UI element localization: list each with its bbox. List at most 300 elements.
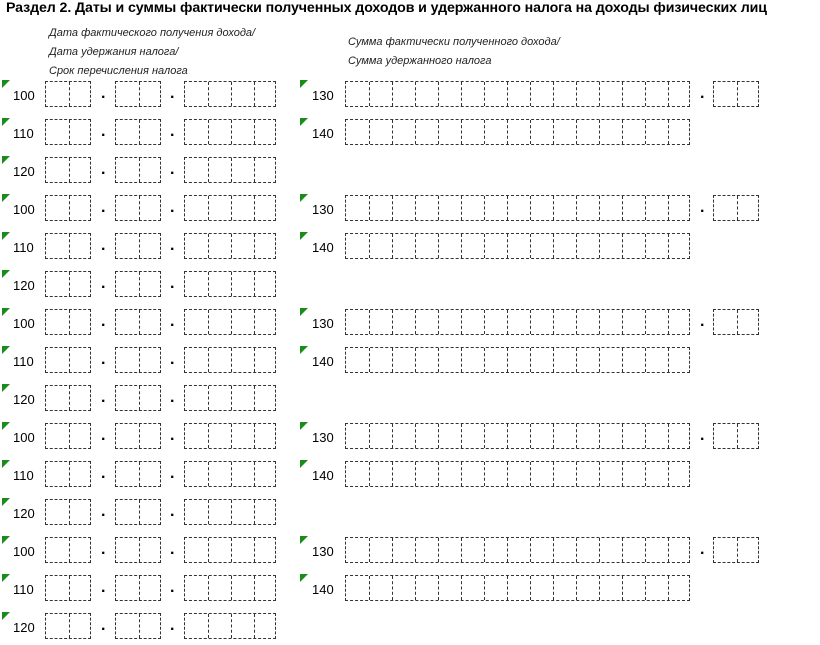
input-cell[interactable] xyxy=(369,538,392,562)
input-cell[interactable] xyxy=(599,538,622,562)
input-cell[interactable] xyxy=(599,82,622,106)
input-cell[interactable] xyxy=(438,576,461,600)
field-marker-icon xyxy=(2,118,10,126)
input-cell[interactable] xyxy=(599,310,622,334)
input-cell[interactable] xyxy=(254,576,277,600)
input-cell[interactable] xyxy=(346,82,369,106)
input-cell[interactable] xyxy=(576,538,599,562)
input-cell[interactable] xyxy=(668,82,691,106)
input-cell[interactable] xyxy=(231,614,254,638)
input-cell[interactable] xyxy=(185,462,208,486)
input-cell[interactable] xyxy=(438,196,461,220)
input-cell[interactable] xyxy=(46,158,69,182)
input-cell[interactable] xyxy=(645,424,668,448)
input-cell[interactable] xyxy=(185,500,208,524)
input-cell[interactable] xyxy=(208,386,231,410)
input-cell[interactable] xyxy=(622,348,645,372)
input-cell[interactable] xyxy=(553,196,576,220)
input-cell[interactable] xyxy=(208,234,231,258)
input-cell[interactable] xyxy=(599,424,622,448)
field-code: 140 xyxy=(312,240,334,255)
input-cell[interactable] xyxy=(69,310,92,334)
input-cell[interactable] xyxy=(46,462,69,486)
input-cell[interactable] xyxy=(461,196,484,220)
input-cell[interactable] xyxy=(530,538,553,562)
income_amount-input xyxy=(345,309,690,335)
input-cell[interactable] xyxy=(46,196,69,220)
input-cell[interactable] xyxy=(46,120,69,144)
input-cell[interactable] xyxy=(69,538,92,562)
field-row-110 xyxy=(0,346,820,376)
input-cell[interactable] xyxy=(208,462,231,486)
year-input xyxy=(184,347,276,373)
input-cell[interactable] xyxy=(346,348,369,372)
input-cell[interactable] xyxy=(530,82,553,106)
input-cell[interactable] xyxy=(139,120,162,144)
input-cell[interactable] xyxy=(231,82,254,106)
input-cell[interactable] xyxy=(231,272,254,296)
input-cell[interactable] xyxy=(254,386,277,410)
input-cell[interactable] xyxy=(208,614,231,638)
input-cell[interactable] xyxy=(530,120,553,144)
input-cell[interactable] xyxy=(461,310,484,334)
input-cell[interactable] xyxy=(116,424,139,448)
input-cell[interactable] xyxy=(116,272,139,296)
input-cell[interactable] xyxy=(46,310,69,334)
input-cell[interactable] xyxy=(69,500,92,524)
input-cell[interactable] xyxy=(576,120,599,144)
input-cell[interactable] xyxy=(415,196,438,220)
input-cell[interactable] xyxy=(668,310,691,334)
input-cell[interactable] xyxy=(668,120,691,144)
input-cell[interactable] xyxy=(714,310,737,334)
input-cell[interactable] xyxy=(116,614,139,638)
year-input xyxy=(184,309,276,335)
input-cell[interactable] xyxy=(668,576,691,600)
input-cell[interactable] xyxy=(346,576,369,600)
input-cell[interactable] xyxy=(484,424,507,448)
input-cell[interactable] xyxy=(645,120,668,144)
input-cell[interactable] xyxy=(69,272,92,296)
input-cell[interactable] xyxy=(507,576,530,600)
input-cell[interactable] xyxy=(346,234,369,258)
input-cell[interactable] xyxy=(392,576,415,600)
input-cell[interactable] xyxy=(185,538,208,562)
input-cell[interactable] xyxy=(645,82,668,106)
input-cell[interactable] xyxy=(254,120,277,144)
input-cell[interactable] xyxy=(461,234,484,258)
input-cell[interactable] xyxy=(392,310,415,334)
input-cell[interactable] xyxy=(645,234,668,258)
input-cell[interactable] xyxy=(69,386,92,410)
input-cell[interactable] xyxy=(576,424,599,448)
input-cell[interactable] xyxy=(392,462,415,486)
input-cell[interactable] xyxy=(139,462,162,486)
input-cell[interactable] xyxy=(369,196,392,220)
input-cell[interactable] xyxy=(69,196,92,220)
input-cell[interactable] xyxy=(507,462,530,486)
input-cell[interactable] xyxy=(46,538,69,562)
input-cell[interactable] xyxy=(668,348,691,372)
input-cell[interactable] xyxy=(737,424,760,448)
input-cell[interactable] xyxy=(254,234,277,258)
input-cell[interactable] xyxy=(507,234,530,258)
input-cell[interactable] xyxy=(737,196,760,220)
input-cell[interactable] xyxy=(254,310,277,334)
input-cell[interactable] xyxy=(576,576,599,600)
date-separator: . xyxy=(101,313,106,330)
input-cell[interactable] xyxy=(369,462,392,486)
input-cell[interactable] xyxy=(116,538,139,562)
input-cell[interactable] xyxy=(231,120,254,144)
input-cell[interactable] xyxy=(438,120,461,144)
input-cell[interactable] xyxy=(645,538,668,562)
input-cell[interactable] xyxy=(254,348,277,372)
input-cell[interactable] xyxy=(461,462,484,486)
input-cell[interactable] xyxy=(116,120,139,144)
input-cell[interactable] xyxy=(645,310,668,334)
input-cell[interactable] xyxy=(254,614,277,638)
input-cell[interactable] xyxy=(622,538,645,562)
input-cell[interactable] xyxy=(392,196,415,220)
input-cell[interactable] xyxy=(369,82,392,106)
input-cell[interactable] xyxy=(484,310,507,334)
input-cell[interactable] xyxy=(116,196,139,220)
field-code: 100 xyxy=(13,544,35,559)
date-separator: . xyxy=(170,503,175,520)
input-cell[interactable] xyxy=(139,158,162,182)
input-cell[interactable] xyxy=(622,424,645,448)
input-cell[interactable] xyxy=(139,576,162,600)
input-cell[interactable] xyxy=(392,348,415,372)
kopecks-input xyxy=(713,81,759,107)
input-cell[interactable] xyxy=(69,158,92,182)
input-cell[interactable] xyxy=(208,158,231,182)
input-cell[interactable] xyxy=(622,196,645,220)
input-cell[interactable] xyxy=(484,348,507,372)
input-cell[interactable] xyxy=(737,538,760,562)
input-cell[interactable] xyxy=(576,348,599,372)
input-cell[interactable] xyxy=(69,462,92,486)
month-input xyxy=(115,119,161,145)
input-cell[interactable] xyxy=(208,348,231,372)
input-cell[interactable] xyxy=(46,234,69,258)
input-cell[interactable] xyxy=(116,386,139,410)
input-cell[interactable] xyxy=(46,576,69,600)
input-cell[interactable] xyxy=(69,348,92,372)
input-cell[interactable] xyxy=(392,120,415,144)
input-cell[interactable] xyxy=(254,500,277,524)
input-cell[interactable] xyxy=(139,196,162,220)
input-cell[interactable] xyxy=(139,386,162,410)
input-cell[interactable] xyxy=(668,196,691,220)
input-cell[interactable] xyxy=(576,196,599,220)
input-cell[interactable] xyxy=(622,120,645,144)
input-cell[interactable] xyxy=(208,310,231,334)
input-cell[interactable] xyxy=(714,538,737,562)
input-cell[interactable] xyxy=(415,82,438,106)
date-column-header xyxy=(49,24,255,81)
input-cell[interactable] xyxy=(484,538,507,562)
input-cell[interactable] xyxy=(254,158,277,182)
input-cell[interactable] xyxy=(484,120,507,144)
input-cell[interactable] xyxy=(438,310,461,334)
input-cell[interactable] xyxy=(69,82,92,106)
input-cell[interactable] xyxy=(346,424,369,448)
input-cell[interactable] xyxy=(415,424,438,448)
input-cell[interactable] xyxy=(69,120,92,144)
input-cell[interactable] xyxy=(208,576,231,600)
input-cell[interactable] xyxy=(553,538,576,562)
input-cell[interactable] xyxy=(185,614,208,638)
input-cell[interactable] xyxy=(116,158,139,182)
input-cell[interactable] xyxy=(507,82,530,106)
input-cell[interactable] xyxy=(69,234,92,258)
input-cell[interactable] xyxy=(139,272,162,296)
input-cell[interactable] xyxy=(231,424,254,448)
input-cell[interactable] xyxy=(484,82,507,106)
input-cell[interactable] xyxy=(139,310,162,334)
input-cell[interactable] xyxy=(438,538,461,562)
input-cell[interactable] xyxy=(599,348,622,372)
input-cell[interactable] xyxy=(208,538,231,562)
date-separator: . xyxy=(170,85,175,102)
input-cell[interactable] xyxy=(346,310,369,334)
input-cell[interactable] xyxy=(208,500,231,524)
input-cell[interactable] xyxy=(737,310,760,334)
input-cell[interactable] xyxy=(185,576,208,600)
input-cell[interactable] xyxy=(668,234,691,258)
input-cell[interactable] xyxy=(231,196,254,220)
input-cell[interactable] xyxy=(714,82,737,106)
decimal-separator: . xyxy=(700,313,705,330)
input-cell[interactable] xyxy=(668,538,691,562)
input-cell[interactable] xyxy=(622,462,645,486)
input-cell[interactable] xyxy=(484,234,507,258)
input-cell[interactable] xyxy=(622,82,645,106)
input-cell[interactable] xyxy=(116,462,139,486)
input-cell[interactable] xyxy=(530,348,553,372)
input-cell[interactable] xyxy=(530,196,553,220)
input-cell[interactable] xyxy=(668,424,691,448)
input-cell[interactable] xyxy=(553,310,576,334)
input-cell[interactable] xyxy=(208,424,231,448)
input-cell[interactable] xyxy=(231,158,254,182)
input-cell[interactable] xyxy=(415,310,438,334)
input-cell[interactable] xyxy=(599,234,622,258)
input-cell[interactable] xyxy=(461,576,484,600)
input-cell[interactable] xyxy=(346,120,369,144)
input-cell[interactable] xyxy=(185,158,208,182)
input-cell[interactable] xyxy=(369,348,392,372)
input-cell[interactable] xyxy=(139,348,162,372)
input-cell[interactable] xyxy=(346,462,369,486)
input-cell[interactable] xyxy=(507,538,530,562)
input-cell[interactable] xyxy=(369,424,392,448)
input-cell[interactable] xyxy=(139,82,162,106)
input-cell[interactable] xyxy=(69,576,92,600)
input-cell[interactable] xyxy=(645,348,668,372)
input-cell[interactable] xyxy=(438,82,461,106)
input-cell[interactable] xyxy=(231,386,254,410)
input-cell[interactable] xyxy=(484,576,507,600)
input-cell[interactable] xyxy=(231,462,254,486)
input-cell[interactable] xyxy=(645,462,668,486)
input-cell[interactable] xyxy=(208,272,231,296)
input-cell[interactable] xyxy=(530,234,553,258)
day-input xyxy=(45,499,91,525)
input-cell[interactable] xyxy=(369,234,392,258)
input-cell[interactable] xyxy=(438,462,461,486)
input-cell[interactable] xyxy=(507,424,530,448)
input-cell[interactable] xyxy=(461,538,484,562)
input-cell[interactable] xyxy=(369,310,392,334)
input-cell[interactable] xyxy=(346,538,369,562)
input-cell[interactable] xyxy=(185,82,208,106)
input-cell[interactable] xyxy=(231,310,254,334)
field-marker-icon xyxy=(300,460,308,468)
input-cell[interactable] xyxy=(484,462,507,486)
input-cell[interactable] xyxy=(622,576,645,600)
input-cell[interactable] xyxy=(231,538,254,562)
input-cell[interactable] xyxy=(116,348,139,372)
input-cell[interactable] xyxy=(185,424,208,448)
input-cell[interactable] xyxy=(369,576,392,600)
input-cell[interactable] xyxy=(438,424,461,448)
input-cell[interactable] xyxy=(576,462,599,486)
input-cell[interactable] xyxy=(507,348,530,372)
input-cell[interactable] xyxy=(46,348,69,372)
input-cell[interactable] xyxy=(645,196,668,220)
input-cell[interactable] xyxy=(254,196,277,220)
input-cell[interactable] xyxy=(254,82,277,106)
input-cell[interactable] xyxy=(576,310,599,334)
input-cell[interactable] xyxy=(231,234,254,258)
input-cell[interactable] xyxy=(185,120,208,144)
input-cell[interactable] xyxy=(392,234,415,258)
input-cell[interactable] xyxy=(185,386,208,410)
input-cell[interactable] xyxy=(599,196,622,220)
input-cell[interactable] xyxy=(415,576,438,600)
input-cell[interactable] xyxy=(668,462,691,486)
input-cell[interactable] xyxy=(438,234,461,258)
input-cell[interactable] xyxy=(69,424,92,448)
input-cell[interactable] xyxy=(530,310,553,334)
input-cell[interactable] xyxy=(369,120,392,144)
decimal-separator: . xyxy=(700,541,705,558)
input-cell[interactable] xyxy=(599,462,622,486)
input-cell[interactable] xyxy=(530,424,553,448)
input-cell[interactable] xyxy=(208,120,231,144)
input-cell[interactable] xyxy=(208,82,231,106)
input-cell[interactable] xyxy=(507,310,530,334)
input-cell[interactable] xyxy=(714,424,737,448)
input-cell[interactable] xyxy=(116,576,139,600)
input-cell[interactable] xyxy=(415,348,438,372)
input-cell[interactable] xyxy=(139,500,162,524)
input-cell[interactable] xyxy=(415,538,438,562)
input-cell[interactable] xyxy=(69,614,92,638)
input-cell[interactable] xyxy=(185,310,208,334)
input-cell[interactable] xyxy=(530,462,553,486)
input-cell[interactable] xyxy=(622,234,645,258)
input-cell[interactable] xyxy=(576,234,599,258)
input-cell[interactable] xyxy=(185,234,208,258)
input-cell[interactable] xyxy=(438,348,461,372)
input-cell[interactable] xyxy=(185,196,208,220)
input-cell[interactable] xyxy=(507,196,530,220)
input-cell[interactable] xyxy=(737,82,760,106)
input-cell[interactable] xyxy=(139,424,162,448)
input-cell[interactable] xyxy=(46,272,69,296)
input-cell[interactable] xyxy=(46,386,69,410)
input-cell[interactable] xyxy=(116,234,139,258)
input-cell[interactable] xyxy=(46,614,69,638)
input-cell[interactable] xyxy=(553,348,576,372)
input-cell[interactable] xyxy=(46,424,69,448)
input-cell[interactable] xyxy=(553,424,576,448)
input-cell[interactable] xyxy=(415,120,438,144)
input-cell[interactable] xyxy=(139,614,162,638)
input-cell[interactable] xyxy=(231,576,254,600)
input-cell[interactable] xyxy=(576,82,599,106)
date-separator: . xyxy=(170,617,175,634)
input-cell[interactable] xyxy=(208,196,231,220)
input-cell[interactable] xyxy=(645,576,668,600)
input-cell[interactable] xyxy=(139,538,162,562)
input-cell[interactable] xyxy=(553,576,576,600)
input-cell[interactable] xyxy=(415,462,438,486)
input-cell[interactable] xyxy=(622,310,645,334)
input-cell[interactable] xyxy=(553,120,576,144)
input-cell[interactable] xyxy=(599,576,622,600)
input-cell[interactable] xyxy=(461,348,484,372)
input-cell[interactable] xyxy=(599,120,622,144)
input-cell[interactable] xyxy=(530,576,553,600)
input-cell[interactable] xyxy=(346,196,369,220)
input-cell[interactable] xyxy=(46,82,69,106)
input-cell[interactable] xyxy=(254,424,277,448)
field-code: 130 xyxy=(312,430,334,445)
input-cell[interactable] xyxy=(461,82,484,106)
input-cell[interactable] xyxy=(553,234,576,258)
input-cell[interactable] xyxy=(392,424,415,448)
input-cell[interactable] xyxy=(461,120,484,144)
input-cell[interactable] xyxy=(392,82,415,106)
input-cell[interactable] xyxy=(116,310,139,334)
input-cell[interactable] xyxy=(392,538,415,562)
input-cell[interactable] xyxy=(254,538,277,562)
input-cell[interactable] xyxy=(553,82,576,106)
input-cell[interactable] xyxy=(116,500,139,524)
input-cell[interactable] xyxy=(553,462,576,486)
input-cell[interactable] xyxy=(714,196,737,220)
input-cell[interactable] xyxy=(231,348,254,372)
input-cell[interactable] xyxy=(46,500,69,524)
input-cell[interactable] xyxy=(139,234,162,258)
input-cell[interactable] xyxy=(415,234,438,258)
input-cell[interactable] xyxy=(231,500,254,524)
input-cell[interactable] xyxy=(254,272,277,296)
input-cell[interactable] xyxy=(185,272,208,296)
input-cell[interactable] xyxy=(507,120,530,144)
input-cell[interactable] xyxy=(484,196,507,220)
input-cell[interactable] xyxy=(254,462,277,486)
date-separator: . xyxy=(170,541,175,558)
input-cell[interactable] xyxy=(185,348,208,372)
input-cell[interactable] xyxy=(116,82,139,106)
input-cell[interactable] xyxy=(461,424,484,448)
